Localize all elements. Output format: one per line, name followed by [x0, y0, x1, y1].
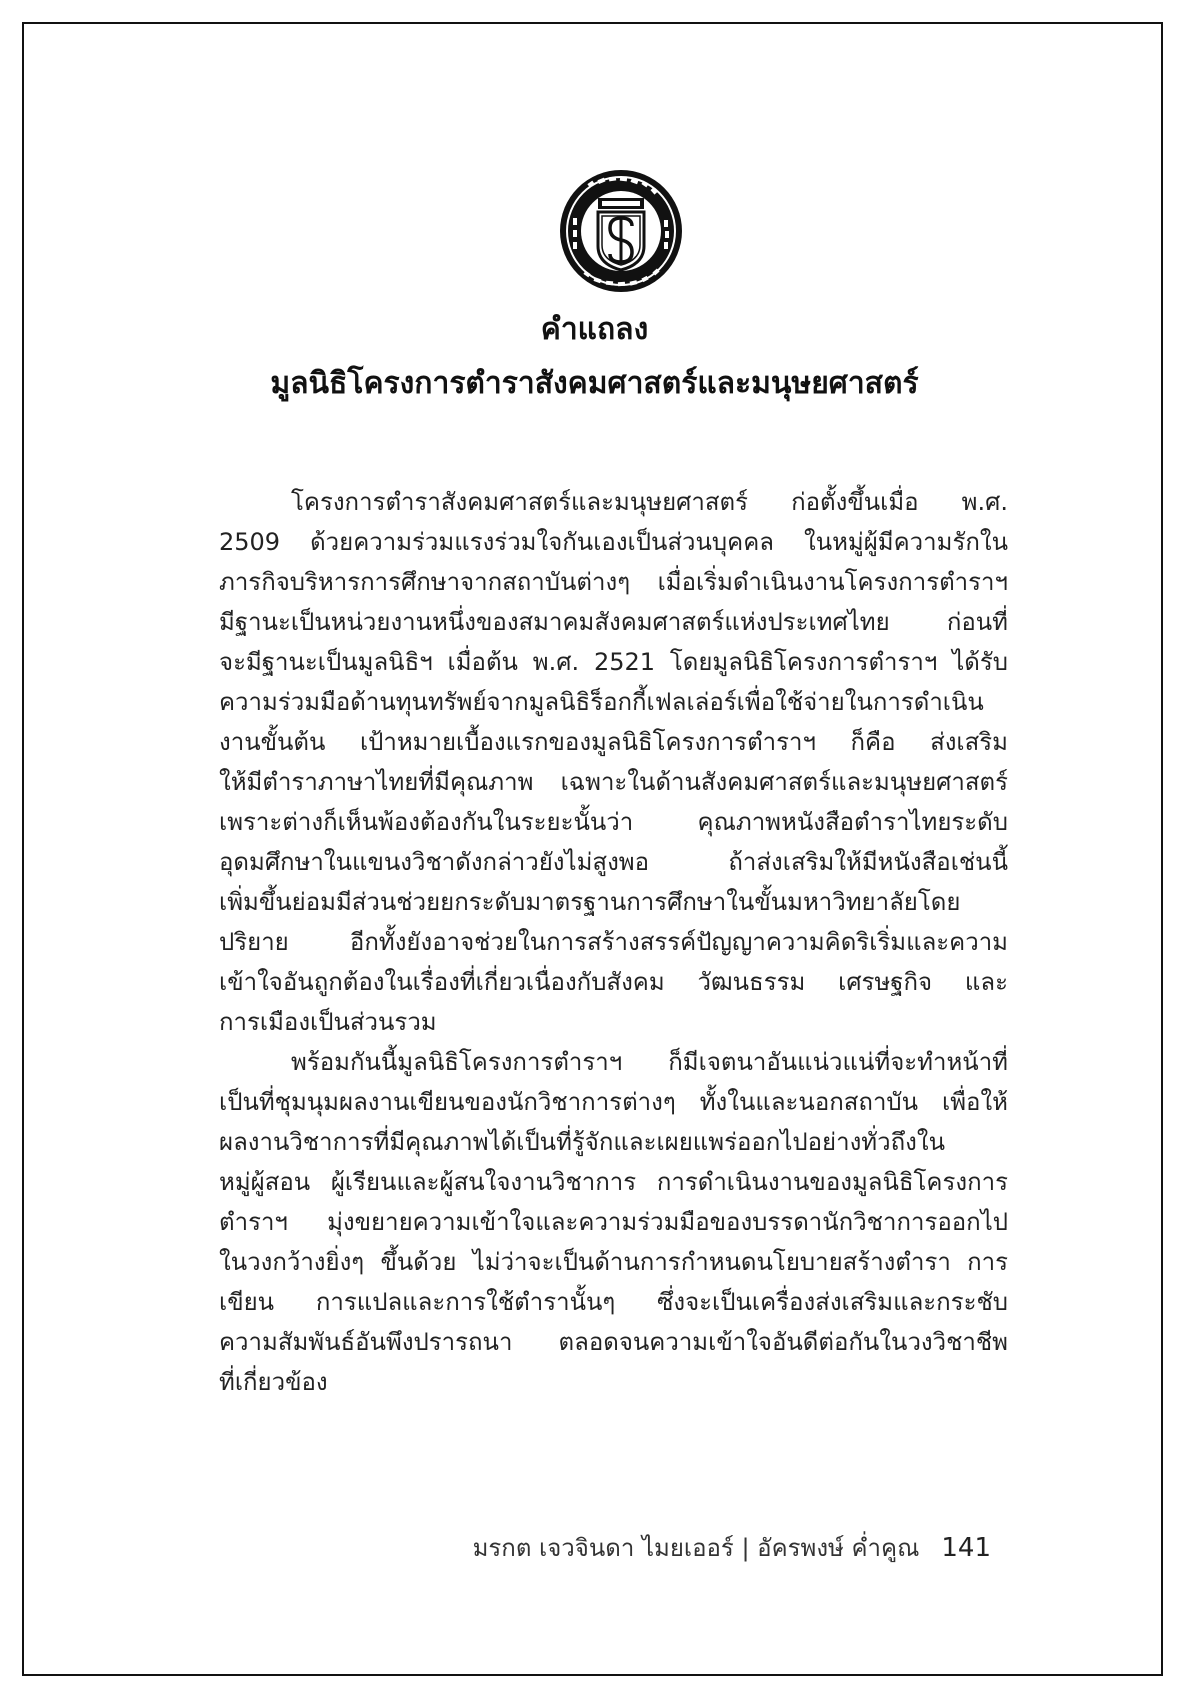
footer-authors: มรกต เจวจินดา ไมยเออร์ | อัครพงษ์ ค่ำคูณ: [472, 1534, 920, 1562]
page-number: 141: [941, 1533, 991, 1563]
text-line: ให้มีตำราภาษาไทยที่มีคุณภาพ เฉพาะในด้านสังคมศาสตร์และมนุษยศาสตร์: [219, 768, 1008, 796]
text-line: ในวงกว้างยิ่งๆ ขึ้นด้วย ไม่ว่าจะเป็นด้านการกำหนดนโยบายสร้างตำรา การ: [219, 1248, 1008, 1276]
text-line: เพิ่มขึ้นย่อมมีส่วนช่วยยกระดับมาตรฐานการศึกษาในขั้นมหาวิทยาลัยโดย: [219, 888, 961, 916]
text-line: ที่เกี่ยวข้อง: [219, 1368, 328, 1396]
text-line: โครงการตำราสังคมศาสตร์และมนุษยศาสตร์ ก่อตั้งขึ้นเมื่อ พ.ศ.: [291, 488, 1008, 516]
text-line: งานขั้นต้น เป้าหมายเบื้องแรกของมูลนิธิโครงการตำราฯ ก็คือ ส่งเสริม: [219, 728, 1008, 756]
text-line: ภารกิจบริหารการศึกษาจากสถาบันต่างๆ เมื่อเริ่มดำเนินงานโครงการตำราฯ: [219, 568, 1008, 596]
text-line: อุดมศึกษาในแขนงวิชาดังกล่าวยังไม่สูงพอ ถ้าส่งเสริมให้มีหนังสือเช่นนี้: [219, 848, 1008, 876]
text-line: หมู่ผู้สอน ผู้เรียนและผู้สนใจงานวิชาการ การดำเนินงานของมูลนิธิโครงการ: [219, 1168, 1008, 1196]
paragraph-2: [219, 1042, 1008, 1402]
text-line: จะมีฐานะเป็นมูลนิธิฯ เมื่อต้น พ.ศ. 2521 โดยมูลนิธิโครงการตำราฯ ได้รับ: [219, 648, 1008, 676]
text-line: พร้อมกันนี้มูลนิธิโครงการตำราฯ ก็มีเจตนาอันแน่วแน่ที่จะทำหน้าที่: [291, 1048, 1008, 1076]
page-footer: [473, 1530, 991, 1566]
text-line: มีฐานะเป็นหน่วยงานหนึ่งของสมาคมสังคมศาสตร์แห่งประเทศไทย ก่อนที่: [219, 608, 1008, 636]
text-line: เพราะต่างก็เห็นพ้องต้องกันในระยะนั้นว่า คุณภาพหนังสือตำราไทยระดับ: [219, 808, 1008, 836]
text-line: ผลงานวิชาการที่มีคุณภาพได้เป็นที่รู้จักและเผยแพร่ออกไปอย่างทั่วถึงใน: [219, 1128, 945, 1156]
text-line: เข้าใจอันถูกต้องในเรื่องที่เกี่ยวเนื่องกับสังคม วัฒนธรรม เศรษฐกิจ และ: [219, 968, 1008, 996]
foundation-seal-icon: [558, 168, 684, 294]
body-text: [219, 482, 1008, 1402]
page-title: คำแถลง: [540, 312, 649, 347]
text-line: ตำราฯ มุ่งขยายความเข้าใจและความร่วมมือของบรรดานักวิชาการออกไป: [219, 1208, 1008, 1236]
text-line: การเมืองเป็นส่วนรวม: [219, 1008, 437, 1036]
text-line: ปริยาย อีกทั้งยังอาจช่วยในการสร้างสรรค์ปัญญาความคิดริเริ่มและความ: [219, 928, 1008, 956]
text-line: 2509 ด้วยความร่วมแรงร่วมใจกันเองเป็นส่วนบุคคล ในหมู่ผู้มีความรักใน: [219, 528, 1008, 556]
text-line: เขียน การแปลและการใช้ตำรานั้นๆ ซึ่งจะเป็นเครื่องส่งเสริมและกระชับ: [219, 1288, 1008, 1316]
page-subtitle: มูลนิธิโครงการตำราสังคมศาสตร์และมนุษยศาสตร์: [270, 366, 919, 401]
text-line: เป็นที่ชุมนุมผลงานเขียนของนักวิชาการต่างๆ ทั้งในและนอกสถาบัน เพื่อให้: [219, 1088, 1008, 1116]
text-line: ความร่วมมือด้านทุนทรัพย์จากมูลนิธิร็อกกี้เฟลเล่อร์เพื่อใช้จ่ายในการดำเนิน: [219, 688, 984, 716]
text-line: ความสัมพันธ์อันพึงปรารถนา ตลอดจนความเข้าใจอันดีต่อกันในวงวิชาชีพ: [219, 1328, 1008, 1356]
paragraph-1: [219, 482, 1008, 1042]
